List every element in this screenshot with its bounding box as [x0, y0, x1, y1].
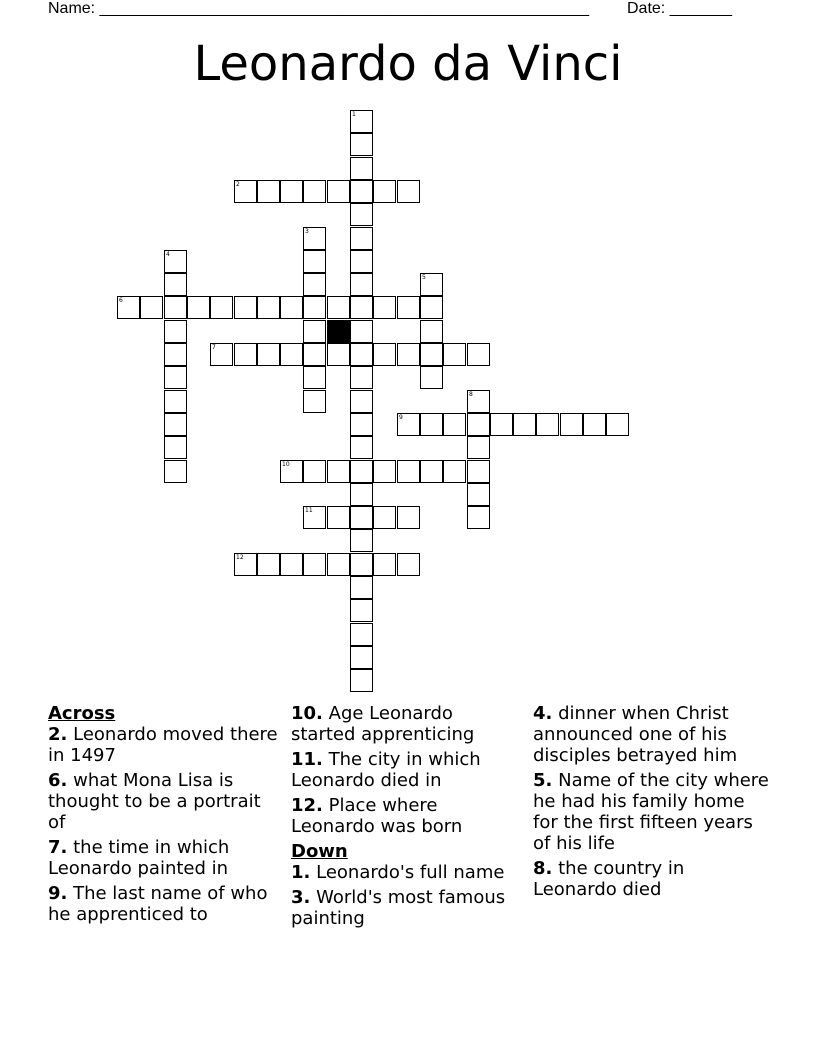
grid-cell[interactable]: [234, 180, 257, 203]
grid-cell[interactable]: [280, 343, 303, 366]
grid-cell[interactable]: [350, 227, 373, 250]
grid-cell[interactable]: [280, 180, 303, 203]
grid-cell[interactable]: [350, 343, 373, 366]
grid-cell[interactable]: [373, 553, 396, 576]
grid-cell[interactable]: [350, 366, 373, 389]
clue-across-10: 10. Age Leonardo started apprenticing: [291, 703, 475, 745]
grid-cell[interactable]: [350, 436, 373, 459]
grid-cell[interactable]: [350, 506, 373, 529]
grid-cell[interactable]: [164, 343, 187, 366]
grid-cell[interactable]: [350, 623, 373, 646]
grid-cell[interactable]: [350, 553, 373, 576]
grid-cell[interactable]: [303, 553, 326, 576]
grid-cell[interactable]: [140, 296, 163, 319]
grid-cell[interactable]: [350, 646, 373, 669]
grid-cell[interactable]: [467, 390, 490, 413]
grid-cell[interactable]: [303, 460, 326, 483]
clue-number-label: 11: [305, 507, 313, 514]
across-heading: Across: [48, 703, 116, 724]
grid-cell[interactable]: [303, 366, 326, 389]
grid-cell[interactable]: [560, 413, 583, 436]
grid-cell[interactable]: [443, 413, 466, 436]
grid-cell[interactable]: [373, 180, 396, 203]
grid-cell[interactable]: [257, 343, 280, 366]
grid-cell[interactable]: [280, 553, 303, 576]
grid-cell[interactable]: [234, 343, 257, 366]
grid-cell[interactable]: [327, 180, 350, 203]
grid-cell[interactable]: [303, 506, 326, 529]
clues-column-3: [533, 703, 773, 904]
grid-cell[interactable]: [164, 436, 187, 459]
grid-cell[interactable]: [350, 203, 373, 226]
clue-down-3: 3. World's most famous painting: [291, 887, 506, 929]
grid-cell[interactable]: [373, 460, 396, 483]
clue-number-label: 4: [166, 251, 170, 258]
grid-cell[interactable]: [350, 180, 373, 203]
grid-cell[interactable]: [164, 390, 187, 413]
grid-cell[interactable]: [350, 460, 373, 483]
grid-cell[interactable]: [536, 413, 559, 436]
clue-number-label: 8: [469, 391, 473, 398]
grid-cell[interactable]: [350, 669, 373, 692]
clue-number-label: 2: [236, 181, 240, 188]
grid-cell[interactable]: [303, 296, 326, 319]
grid-cell[interactable]: [513, 413, 536, 436]
clue-across-6: 6. what Mona Lisa is thought to be a portrait of: [48, 770, 261, 833]
clues-column-2: [291, 703, 516, 933]
clue-number-label: 1: [352, 111, 356, 118]
grid-cell[interactable]: [443, 460, 466, 483]
grid-cell[interactable]: [420, 320, 443, 343]
grid-cell[interactable]: [420, 460, 443, 483]
grid-cell[interactable]: [350, 157, 373, 180]
grid-cell[interactable]: [350, 390, 373, 413]
grid-cell[interactable]: [397, 296, 420, 319]
clue-across-2: 2. Leonardo moved there in 1497: [48, 724, 278, 766]
clue-down-5: 5. Name of the city where he had his family home for the first fifteen years of his life: [533, 770, 769, 854]
grid-cell[interactable]: [187, 296, 210, 319]
grid-cell[interactable]: [467, 343, 490, 366]
grid-cell[interactable]: [420, 273, 443, 296]
grid-cell[interactable]: [164, 366, 187, 389]
grid-cell[interactable]: [350, 529, 373, 552]
grid-cell[interactable]: [397, 180, 420, 203]
clue-across-7: 7. the time in which Leonardo painted in: [48, 837, 230, 879]
grid-cell[interactable]: [397, 460, 420, 483]
grid-cell[interactable]: [373, 343, 396, 366]
grid-cell[interactable]: [373, 506, 396, 529]
down-heading: Down: [291, 841, 348, 862]
grid-cell[interactable]: [467, 483, 490, 506]
grid-cell[interactable]: [373, 296, 396, 319]
grid-cell[interactable]: [350, 320, 373, 343]
clue-number-label: 5: [422, 274, 426, 281]
grid-cell[interactable]: [490, 413, 513, 436]
grid-cell[interactable]: [117, 296, 140, 319]
grid-cell[interactable]: [303, 390, 326, 413]
clue-number-label: 3: [305, 228, 309, 235]
date-line: Date: _______: [627, 0, 732, 17]
grid-cell[interactable]: [350, 576, 373, 599]
grid-cell[interactable]: [350, 110, 373, 133]
grid-cell[interactable]: [164, 320, 187, 343]
grid-cell[interactable]: [397, 506, 420, 529]
clue-number-label: 7: [212, 344, 216, 351]
clue-number-label: 12: [236, 554, 244, 561]
clue-down-1: 1. Leonardo's full name: [291, 862, 505, 883]
grid-cell[interactable]: [467, 413, 490, 436]
grid-cell[interactable]: [280, 296, 303, 319]
grid-cell[interactable]: [234, 296, 257, 319]
clue-number-label: 9: [399, 414, 403, 421]
grid-cell[interactable]: [257, 296, 280, 319]
grid-cell[interactable]: [327, 343, 350, 366]
grid-cell[interactable]: [606, 413, 629, 436]
grid-cell[interactable]: [234, 553, 257, 576]
grid-cell[interactable]: [350, 250, 373, 273]
clue-down-4: 4. dinner when Christ announced one of his disciples betrayed him: [533, 703, 738, 766]
grid-cell[interactable]: [164, 273, 187, 296]
grid-cell[interactable]: [303, 343, 326, 366]
clue-down-8: 8. the country in Leonardo died: [533, 858, 685, 900]
grid-cell[interactable]: [303, 180, 326, 203]
black-cell: [327, 320, 350, 343]
grid-cell[interactable]: [350, 133, 373, 156]
grid-cell[interactable]: [583, 413, 606, 436]
clues-column-1: [48, 703, 280, 929]
grid-cell[interactable]: [164, 460, 187, 483]
grid-cell[interactable]: [420, 343, 443, 366]
clue-number-label: 10: [282, 461, 290, 468]
grid-cell[interactable]: [164, 296, 187, 319]
name-line: Name: _______________________________________________________: [48, 0, 589, 17]
grid-cell[interactable]: [164, 413, 187, 436]
grid-cell[interactable]: [420, 366, 443, 389]
grid-cell[interactable]: [350, 483, 373, 506]
grid-cell[interactable]: [350, 413, 373, 436]
grid-cell[interactable]: [350, 599, 373, 622]
grid-cell[interactable]: [467, 460, 490, 483]
grid-cell[interactable]: [327, 553, 350, 576]
clue-across-11: 11. The city in which Leonardo died in: [291, 749, 481, 791]
grid-cell[interactable]: [210, 296, 233, 319]
grid-cell[interactable]: [443, 343, 466, 366]
grid-cell[interactable]: [210, 343, 233, 366]
grid-cell[interactable]: [420, 296, 443, 319]
grid-cell[interactable]: [327, 296, 350, 319]
grid-cell[interactable]: [303, 250, 326, 273]
clue-number-label: 6: [119, 297, 123, 304]
grid-cell[interactable]: [327, 506, 350, 529]
grid-cell[interactable]: [327, 460, 350, 483]
clue-across-12: 12. Place where Leonardo was born: [291, 795, 463, 837]
grid-cell[interactable]: [467, 506, 490, 529]
grid-cell[interactable]: [467, 436, 490, 459]
grid-cell[interactable]: [397, 413, 420, 436]
grid-cell[interactable]: [397, 553, 420, 576]
grid-cell[interactable]: [350, 273, 373, 296]
grid-cell[interactable]: [257, 180, 280, 203]
grid-cell[interactable]: [303, 320, 326, 343]
grid-cell[interactable]: [303, 227, 326, 250]
grid-cell[interactable]: [350, 296, 373, 319]
grid-cell[interactable]: [420, 413, 443, 436]
page-title: Leonardo da Vinci: [193, 36, 623, 92]
grid-cell[interactable]: [397, 343, 420, 366]
clue-across-9: 9. The last name of who he apprenticed to: [48, 883, 268, 925]
grid-cell[interactable]: [303, 273, 326, 296]
grid-cell[interactable]: [164, 250, 187, 273]
grid-cell[interactable]: [280, 460, 303, 483]
grid-cell[interactable]: [257, 553, 280, 576]
